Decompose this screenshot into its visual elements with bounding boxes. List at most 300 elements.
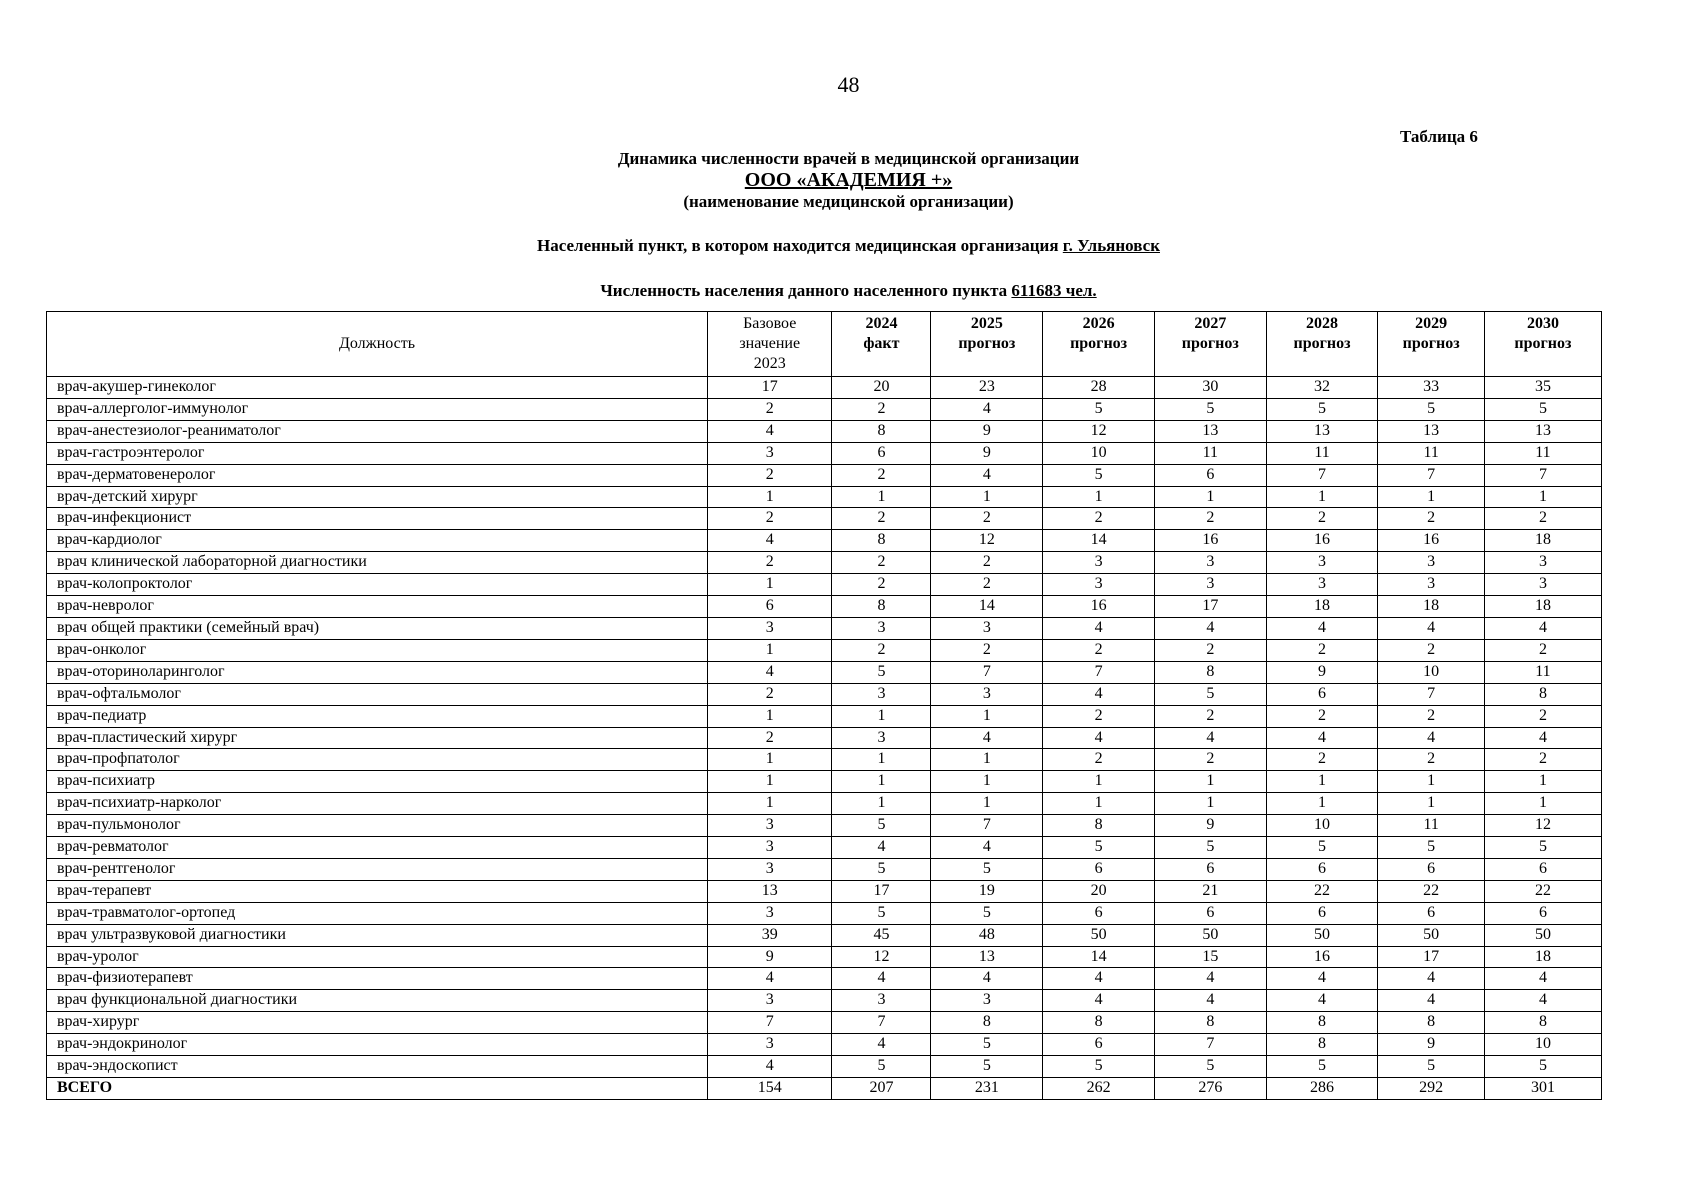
doctor-count: 6 xyxy=(1484,858,1601,880)
doctor-count: 5 xyxy=(931,1034,1043,1056)
organization-name xyxy=(0,169,1697,192)
doctor-count: 10 xyxy=(1378,661,1484,683)
doctor-count: 5 xyxy=(1154,1056,1266,1078)
doctor-count: 20 xyxy=(832,377,931,399)
doctor-count: 6 xyxy=(1266,902,1378,924)
position-name: врач-ревматолог xyxy=(47,837,708,859)
position-name: врач-пульмонолог xyxy=(47,815,708,837)
position-name: врач-терапевт xyxy=(47,880,708,902)
table-row xyxy=(47,968,1602,990)
doctor-count: 5 xyxy=(1154,837,1266,859)
doctor-count: 7 xyxy=(931,661,1043,683)
doctor-count: 4 xyxy=(708,968,832,990)
doctor-count: 7 xyxy=(1378,683,1484,705)
position-name: врач-травматолог-ортопед xyxy=(47,902,708,924)
doctor-count: 28 xyxy=(1043,377,1155,399)
table-row xyxy=(47,1056,1602,1078)
doctor-count: 11 xyxy=(1378,442,1484,464)
doctor-count: 4 xyxy=(708,661,832,683)
table-row xyxy=(47,946,1602,968)
header-position: Должность xyxy=(47,312,708,377)
doctor-count: 2 xyxy=(708,683,832,705)
doctor-count: 2 xyxy=(1266,639,1378,661)
doctor-count: 4 xyxy=(1378,617,1484,639)
doctor-count: 2 xyxy=(832,464,931,486)
doctor-count: 3 xyxy=(708,990,832,1012)
total-value: 276 xyxy=(1154,1078,1266,1100)
table-row xyxy=(47,727,1602,749)
doctor-count: 13 xyxy=(1266,420,1378,442)
table-row xyxy=(47,858,1602,880)
doctor-count: 7 xyxy=(1484,464,1601,486)
position-name: врач клинической лабораторной диагностики xyxy=(47,552,708,574)
doctor-count: 4 xyxy=(1043,683,1155,705)
doctor-count: 8 xyxy=(832,596,931,618)
doctor-count: 1 xyxy=(1484,793,1601,815)
doctor-count: 2 xyxy=(1484,705,1601,727)
doctor-count: 9 xyxy=(1154,815,1266,837)
doctor-count: 3 xyxy=(1266,574,1378,596)
header-year xyxy=(931,312,1043,377)
doctor-count: 6 xyxy=(1154,902,1266,924)
position-name: врач-эндоскопист xyxy=(47,1056,708,1078)
doctor-count: 7 xyxy=(1266,464,1378,486)
table-row xyxy=(47,837,1602,859)
doctor-count: 2 xyxy=(708,552,832,574)
position-name: врач-акушер-гинеколог xyxy=(47,377,708,399)
doctor-count: 4 xyxy=(1266,968,1378,990)
doctor-count: 5 xyxy=(832,858,931,880)
doctor-count: 4 xyxy=(832,1034,931,1056)
doctor-count: 3 xyxy=(931,683,1043,705)
doctor-count: 3 xyxy=(708,858,832,880)
doctor-count: 5 xyxy=(1266,398,1378,420)
position-name: врач функциональной диагностики xyxy=(47,990,708,1012)
doctor-count: 7 xyxy=(708,1012,832,1034)
organization-name-text: ООО «АКАДЕМИЯ +» xyxy=(744,169,953,191)
table-row xyxy=(47,705,1602,727)
doctor-count: 2 xyxy=(1154,705,1266,727)
table-row xyxy=(47,596,1602,618)
doctor-count: 1 xyxy=(1043,793,1155,815)
doctor-count: 5 xyxy=(1378,837,1484,859)
doctor-count: 5 xyxy=(931,902,1043,924)
doctor-count: 8 xyxy=(1378,1012,1484,1034)
doctor-count: 1 xyxy=(1378,793,1484,815)
page-number: 48 xyxy=(837,72,860,97)
document-title: Динамика численности врачей в медицинской организации xyxy=(617,149,1080,168)
doctor-count: 18 xyxy=(1484,530,1601,552)
doctor-count: 5 xyxy=(1154,683,1266,705)
doctor-count: 5 xyxy=(1043,398,1155,420)
doctor-count: 16 xyxy=(1266,946,1378,968)
position-name: врач-педиатр xyxy=(47,705,708,727)
position-name: врач-онколог xyxy=(47,639,708,661)
doctor-count: 50 xyxy=(1266,924,1378,946)
doctor-count: 2 xyxy=(1043,749,1155,771)
doctor-count: 45 xyxy=(832,924,931,946)
header-year xyxy=(1043,312,1155,377)
doctor-count: 1 xyxy=(708,771,832,793)
organization-caption: (наименование медицинской организации) xyxy=(683,192,1014,211)
doctor-count: 3 xyxy=(708,617,832,639)
doctor-count: 8 xyxy=(832,530,931,552)
doctor-count: 5 xyxy=(832,1056,931,1078)
doctor-count: 4 xyxy=(832,968,931,990)
doctor-count: 7 xyxy=(1043,661,1155,683)
doctor-count: 6 xyxy=(1043,858,1155,880)
doctor-count: 4 xyxy=(1154,727,1266,749)
table-header-row xyxy=(47,312,1602,377)
header-base-line: значение xyxy=(739,335,801,352)
doctor-count: 2 xyxy=(1266,508,1378,530)
doctor-count: 19 xyxy=(931,880,1043,902)
doctor-count: 12 xyxy=(1043,420,1155,442)
header-year xyxy=(1484,312,1601,377)
header-year xyxy=(1154,312,1266,377)
doctor-count: 4 xyxy=(1043,617,1155,639)
header-year-number: 2028 xyxy=(1306,315,1339,332)
doctor-count: 2 xyxy=(1378,705,1484,727)
header-year xyxy=(832,312,931,377)
doctor-count: 5 xyxy=(832,815,931,837)
doctor-count: 5 xyxy=(931,1056,1043,1078)
doctor-count: 7 xyxy=(1378,464,1484,486)
doctor-count: 3 xyxy=(1154,552,1266,574)
doctor-count: 13 xyxy=(708,880,832,902)
doctor-count: 4 xyxy=(1484,990,1601,1012)
doctor-count: 5 xyxy=(1378,398,1484,420)
doctor-count: 18 xyxy=(1484,596,1601,618)
doctor-count: 6 xyxy=(1484,902,1601,924)
table-row xyxy=(47,749,1602,771)
header-year-kind: прогноз xyxy=(1402,335,1460,352)
doctor-count: 12 xyxy=(931,530,1043,552)
position-name: врач-детский хирург xyxy=(47,486,708,508)
total-value: 286 xyxy=(1266,1078,1378,1100)
position-name: врач-оториноларинголог xyxy=(47,661,708,683)
doctor-count: 1 xyxy=(1043,486,1155,508)
doctor-count: 3 xyxy=(1154,574,1266,596)
doctor-count: 2 xyxy=(931,639,1043,661)
doctor-count: 22 xyxy=(1484,880,1601,902)
doctor-count: 3 xyxy=(708,837,832,859)
doctor-count: 3 xyxy=(832,990,931,1012)
doctor-count: 16 xyxy=(1154,530,1266,552)
doctor-count: 1 xyxy=(1484,771,1601,793)
position-name: врач-кардиолог xyxy=(47,530,708,552)
table-row xyxy=(47,420,1602,442)
doctor-count: 3 xyxy=(708,442,832,464)
doctor-count: 3 xyxy=(708,902,832,924)
doctor-count: 1 xyxy=(931,771,1043,793)
position-name: врач ультразвуковой диагностики xyxy=(47,924,708,946)
table-row xyxy=(47,508,1602,530)
doctor-count: 6 xyxy=(1043,902,1155,924)
doctor-count: 4 xyxy=(1154,617,1266,639)
doctor-count: 14 xyxy=(1043,946,1155,968)
doctor-count: 21 xyxy=(1154,880,1266,902)
doctor-count: 2 xyxy=(931,574,1043,596)
doctor-count: 2 xyxy=(832,398,931,420)
header-base-line: Базовое xyxy=(743,315,797,332)
doctor-count: 13 xyxy=(1484,420,1601,442)
position-name: врач-колопроктолог xyxy=(47,574,708,596)
position-name: врач-уролог xyxy=(47,946,708,968)
position-name: врач-психиатр xyxy=(47,771,708,793)
doctor-count: 2 xyxy=(1378,508,1484,530)
doctor-count: 2 xyxy=(708,508,832,530)
doctor-count: 4 xyxy=(832,837,931,859)
header-year xyxy=(1378,312,1484,377)
doctor-count: 4 xyxy=(1378,990,1484,1012)
doctor-count: 3 xyxy=(1484,574,1601,596)
doctor-count: 5 xyxy=(931,858,1043,880)
doctor-count: 3 xyxy=(832,683,931,705)
doctor-count: 50 xyxy=(1154,924,1266,946)
doctor-count: 2 xyxy=(1484,749,1601,771)
doctor-count: 8 xyxy=(1484,683,1601,705)
table-row xyxy=(47,924,1602,946)
table-row xyxy=(47,880,1602,902)
doctor-count: 9 xyxy=(931,442,1043,464)
doctor-count: 6 xyxy=(1154,858,1266,880)
total-value: 262 xyxy=(1043,1078,1155,1100)
doctor-count: 18 xyxy=(1484,946,1601,968)
header-year-kind: прогноз xyxy=(958,335,1016,352)
doctor-count: 8 xyxy=(1154,1012,1266,1034)
total-value: 207 xyxy=(832,1078,931,1100)
table-row xyxy=(47,464,1602,486)
doctor-count: 1 xyxy=(1266,486,1378,508)
doctor-count: 2 xyxy=(832,552,931,574)
doctor-count: 6 xyxy=(708,596,832,618)
doctor-count: 2 xyxy=(832,508,931,530)
doctor-count: 17 xyxy=(832,880,931,902)
doctor-count: 3 xyxy=(1378,552,1484,574)
doctor-count: 1 xyxy=(1378,771,1484,793)
doctor-count: 1 xyxy=(931,705,1043,727)
doctor-count: 2 xyxy=(931,508,1043,530)
doctor-count: 14 xyxy=(931,596,1043,618)
header-year-kind: факт xyxy=(863,335,900,352)
header-year-number: 2029 xyxy=(1415,315,1448,332)
doctor-count: 11 xyxy=(1378,815,1484,837)
doctor-count: 17 xyxy=(1154,596,1266,618)
table-row xyxy=(47,486,1602,508)
table-row xyxy=(47,793,1602,815)
doctor-count: 6 xyxy=(1043,1034,1155,1056)
doctor-count: 5 xyxy=(1266,1056,1378,1078)
table-row xyxy=(47,552,1602,574)
table-row xyxy=(47,815,1602,837)
position-name: врач-эндокринолог xyxy=(47,1034,708,1056)
doctor-count: 3 xyxy=(832,727,931,749)
doctor-count: 7 xyxy=(832,1012,931,1034)
position-name: врач-аллерголог-иммунолог xyxy=(47,398,708,420)
doctor-count: 14 xyxy=(1043,530,1155,552)
doctor-count: 5 xyxy=(1484,1056,1601,1078)
doctor-count: 1 xyxy=(1154,771,1266,793)
doctor-count: 8 xyxy=(832,420,931,442)
header-year-number: 2030 xyxy=(1526,315,1559,332)
doctor-count: 2 xyxy=(1378,749,1484,771)
doctor-count: 16 xyxy=(1378,530,1484,552)
doctor-count: 6 xyxy=(1266,683,1378,705)
doctor-count: 4 xyxy=(1266,727,1378,749)
doctor-count: 1 xyxy=(931,749,1043,771)
doctor-count: 1 xyxy=(708,486,832,508)
doctor-count: 2 xyxy=(1484,508,1601,530)
doctor-count: 4 xyxy=(708,530,832,552)
doctor-count: 12 xyxy=(832,946,931,968)
doctor-count: 3 xyxy=(931,990,1043,1012)
total-value: 154 xyxy=(708,1078,832,1100)
doctor-count: 4 xyxy=(1484,617,1601,639)
doctor-count: 5 xyxy=(1043,837,1155,859)
doctor-count: 6 xyxy=(1378,902,1484,924)
table-row xyxy=(47,574,1602,596)
position-name: врач-анестезиолог-реаниматолог xyxy=(47,420,708,442)
doctor-count: 4 xyxy=(931,398,1043,420)
position-name: врач-невролог xyxy=(47,596,708,618)
doctor-count: 8 xyxy=(1154,661,1266,683)
doctor-count: 9 xyxy=(931,420,1043,442)
doctor-count: 50 xyxy=(1484,924,1601,946)
table-total-row xyxy=(47,1078,1602,1100)
doctor-count: 4 xyxy=(1266,617,1378,639)
doctor-count: 1 xyxy=(832,749,931,771)
doctor-count: 2 xyxy=(1378,639,1484,661)
position-name: врач-психиатр-нарколог xyxy=(47,793,708,815)
doctors-table xyxy=(46,311,1602,1100)
doctor-count: 13 xyxy=(1378,420,1484,442)
total-value: 292 xyxy=(1378,1078,1484,1100)
doctor-count: 2 xyxy=(1043,508,1155,530)
doctor-count: 6 xyxy=(1378,858,1484,880)
doctor-count: 8 xyxy=(1484,1012,1601,1034)
table-row xyxy=(47,377,1602,399)
doctor-count: 2 xyxy=(832,639,931,661)
table-row xyxy=(47,902,1602,924)
table-label: Таблица 6 xyxy=(1400,127,1478,146)
doctor-count: 1 xyxy=(708,705,832,727)
doctor-count: 2 xyxy=(832,574,931,596)
header-year-kind: прогноз xyxy=(1293,335,1351,352)
doctor-count: 4 xyxy=(931,727,1043,749)
doctor-count: 4 xyxy=(1484,968,1601,990)
locality-line xyxy=(0,236,1697,256)
doctor-count: 1 xyxy=(832,793,931,815)
doctor-count: 2 xyxy=(708,727,832,749)
doctor-count: 2 xyxy=(708,398,832,420)
position-name: врач-хирург xyxy=(47,1012,708,1034)
doctor-count: 2 xyxy=(1266,749,1378,771)
doctor-count: 11 xyxy=(1266,442,1378,464)
doctor-count: 5 xyxy=(1043,1056,1155,1078)
header-year-kind: прогноз xyxy=(1181,335,1239,352)
doctor-count: 11 xyxy=(1154,442,1266,464)
header-year xyxy=(1266,312,1378,377)
doctor-count: 48 xyxy=(931,924,1043,946)
header-year-number: 2024 xyxy=(865,315,898,332)
doctor-count: 4 xyxy=(708,1056,832,1078)
doctor-count: 1 xyxy=(832,486,931,508)
doctor-count: 32 xyxy=(1266,377,1378,399)
doctor-count: 4 xyxy=(708,420,832,442)
position-name: врач общей практики (семейный врач) xyxy=(47,617,708,639)
total-value: 301 xyxy=(1484,1078,1601,1100)
doctor-count: 2 xyxy=(1484,639,1601,661)
doctor-count: 13 xyxy=(931,946,1043,968)
doctor-count: 4 xyxy=(1043,990,1155,1012)
doctor-count: 5 xyxy=(1266,837,1378,859)
doctor-count: 17 xyxy=(708,377,832,399)
doctor-count: 4 xyxy=(931,837,1043,859)
doctor-count: 1 xyxy=(708,749,832,771)
doctor-count: 5 xyxy=(832,661,931,683)
doctor-count: 1 xyxy=(708,639,832,661)
doctor-count: 35 xyxy=(1484,377,1601,399)
doctor-count: 4 xyxy=(1378,968,1484,990)
doctor-count: 33 xyxy=(1378,377,1484,399)
header-year-number: 2027 xyxy=(1194,315,1227,332)
doctor-count: 12 xyxy=(1484,815,1601,837)
doctor-count: 20 xyxy=(1043,880,1155,902)
doctor-count: 3 xyxy=(708,1034,832,1056)
locality-label: Населенный пункт, в котором находится медицинская организация xyxy=(537,236,1059,255)
doctor-count: 11 xyxy=(1484,661,1601,683)
doctor-count: 2 xyxy=(1266,705,1378,727)
table-row xyxy=(47,771,1602,793)
table-body xyxy=(47,377,1602,1100)
doctor-count: 1 xyxy=(1043,771,1155,793)
doctor-count: 4 xyxy=(1378,727,1484,749)
total-value: 231 xyxy=(931,1078,1043,1100)
doctor-count: 3 xyxy=(1043,574,1155,596)
header-base xyxy=(708,312,832,377)
doctor-count: 9 xyxy=(708,946,832,968)
doctor-count: 1 xyxy=(708,793,832,815)
position-name: врач-офтальмолог xyxy=(47,683,708,705)
doctor-count: 9 xyxy=(1266,661,1378,683)
doctor-count: 1 xyxy=(832,705,931,727)
doctor-count: 8 xyxy=(931,1012,1043,1034)
doctor-count: 3 xyxy=(708,815,832,837)
doctor-count: 18 xyxy=(1266,596,1378,618)
doctor-count: 4 xyxy=(1154,968,1266,990)
doctor-count: 8 xyxy=(1266,1034,1378,1056)
doctor-count: 6 xyxy=(1154,464,1266,486)
doctor-count: 2 xyxy=(1154,508,1266,530)
doctor-count: 2 xyxy=(1043,705,1155,727)
position-name: врач-физиотерапевт xyxy=(47,968,708,990)
locality-value: г. Ульяновск xyxy=(1062,236,1160,255)
header-base-line: 2023 xyxy=(753,355,786,372)
doctor-count: 1 xyxy=(931,793,1043,815)
doctor-count: 8 xyxy=(1266,1012,1378,1034)
doctor-count: 1 xyxy=(1154,793,1266,815)
position-name: врач-рентгенолог xyxy=(47,858,708,880)
population-label: Численность населения данного населенного пункта xyxy=(600,281,1008,300)
doctor-count: 3 xyxy=(1378,574,1484,596)
doctor-count: 22 xyxy=(1378,880,1484,902)
doctor-count: 7 xyxy=(1154,1034,1266,1056)
table-row xyxy=(47,617,1602,639)
doctor-count: 6 xyxy=(832,442,931,464)
doctor-count: 4 xyxy=(931,968,1043,990)
doctor-count: 13 xyxy=(1154,420,1266,442)
